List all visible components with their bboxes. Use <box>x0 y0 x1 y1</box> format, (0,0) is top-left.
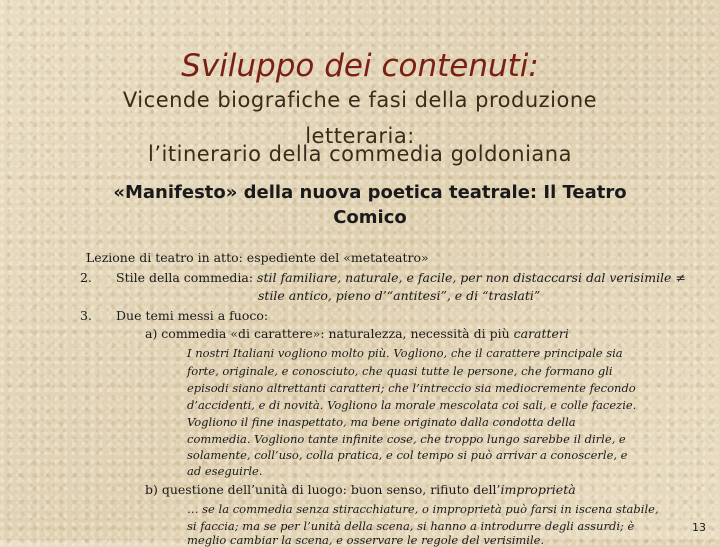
item-3-number: 3. <box>80 308 92 323</box>
manifesto-line-2: Comico <box>333 207 407 228</box>
quote-2-line: si faccia; ma se per l’unità della scena, si hanno a introdurre degli assurdi; è <box>187 519 635 533</box>
quote-1-line: forte, originale, e conosciuto, che quasi tutte le persone, che formano gli <box>187 364 613 378</box>
quote-1-line: ad eseguirle. <box>187 464 263 478</box>
item-2-number: 2. <box>80 270 92 285</box>
item-3a <box>145 326 569 341</box>
slide-title: Sviluppo dei contenuti: <box>181 48 539 84</box>
item-3b <box>145 482 576 497</box>
quote-1-line: I nostri Italiani vogliono molto più. Vogliono, che il carattere principale sia <box>187 346 623 360</box>
page-number: 13 <box>692 521 706 534</box>
item-2-quote: stil familiare, naturale, e facile, per non distaccarsi dal verisimile <box>257 270 672 285</box>
quote-2-line: … se la commedia senza stiracchiature, o improprietà può farsi in iscena stabile, <box>187 502 659 516</box>
subtitle-line-2: letteraria: <box>305 124 415 148</box>
quote-1-line: commedia. Vogliono tante infinite cose, che troppo lungo sarebbe il dirle, e <box>187 432 626 446</box>
item-1: Lezione di teatro in atto: espediente del «metateatro» <box>86 250 429 265</box>
item-3: Due temi messi a fuoco: <box>116 308 269 323</box>
quote-1-line: Vogliono il fine inaspettato, ma bene originato dalla condotta della <box>187 415 576 429</box>
subtitle-line-3: l’itinerario della commedia goldoniana <box>148 142 572 166</box>
item-3a-emphasis: caratteri <box>513 326 569 341</box>
item-2-label: Stile della commedia: <box>116 270 258 285</box>
item-3b-emphasis: improprietà <box>500 482 576 497</box>
manifesto-line-1: «Manifesto» della nuova poetica teatrale: Il Teatro <box>113 182 627 203</box>
quote-1-line: episodi siano altrettanti caratteri; che l’intreccio sia mediocremente fecondo <box>187 381 636 395</box>
item-3b-label: b) questione dell’unità di luogo: buon senso, rifiuto dell’ <box>145 482 501 497</box>
subtitle-line-1: Vicende biografiche e fasi della produzione <box>122 88 598 112</box>
manifesto-heading <box>70 180 670 230</box>
not-equal-symbol: ≠ <box>671 270 686 285</box>
item-2-continuation: stile antico, pieno d’“antitesi”, e di “traslati” <box>258 288 541 303</box>
item-3a-label: a) commedia «di carattere»: naturalezza, necessità di più <box>145 326 514 341</box>
item-2 <box>116 270 686 285</box>
quote-1-line: solamente, coll’uso, colla pratica, e col tempo si può arrivar a conoscerle, e <box>187 448 628 462</box>
quote-2-line: meglio cambiar la scena, e osservare le regole del verisimile. <box>187 533 545 547</box>
quote-1-line: d’accidenti, e di novità. Vogliono la morale mescolata coi sali, e colle facezie. <box>187 398 637 412</box>
